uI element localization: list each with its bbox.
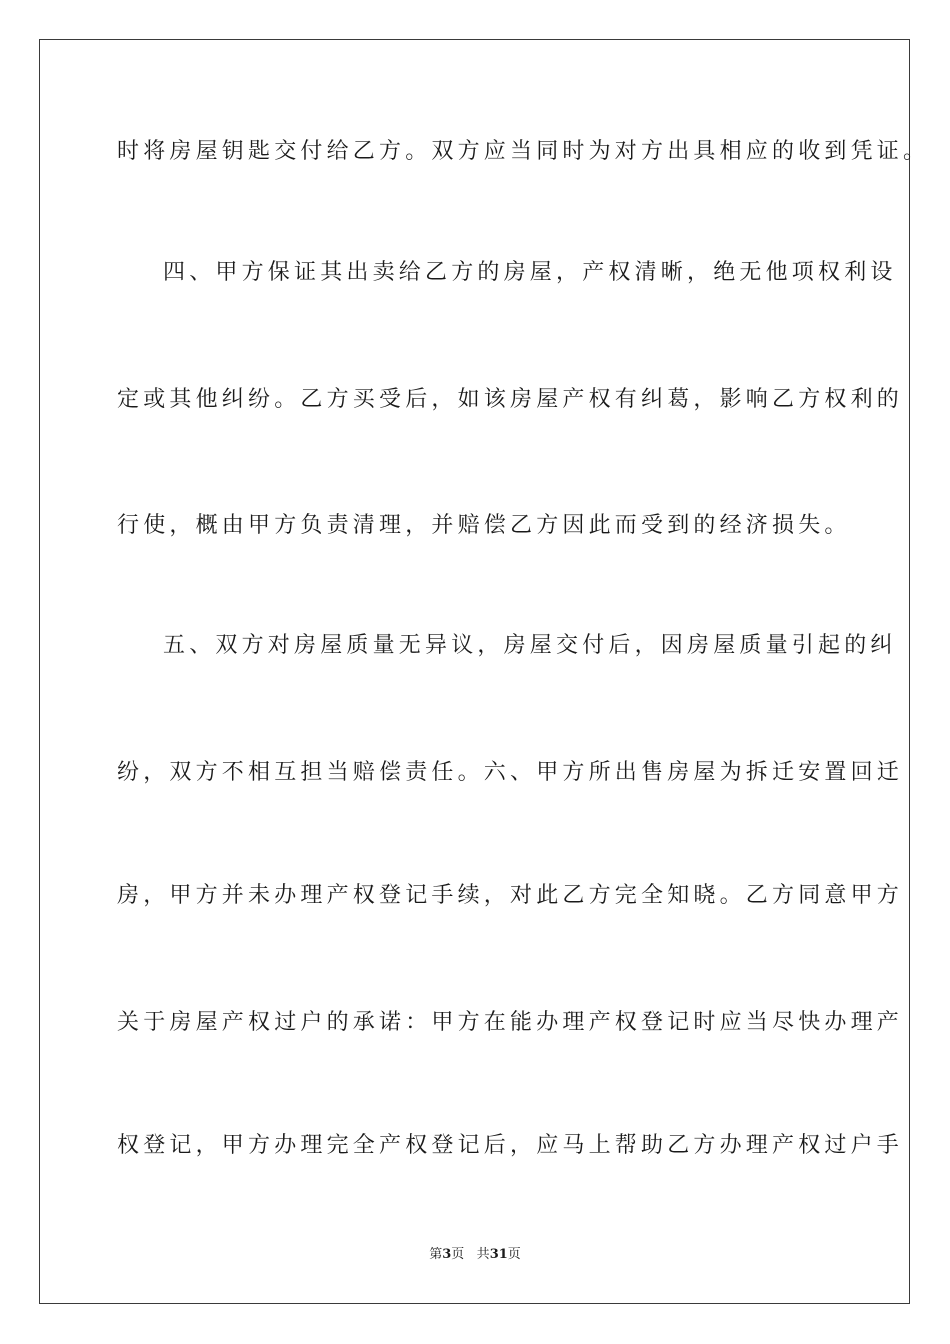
total-suffix: 页 bbox=[507, 1247, 521, 1262]
body-line-6: 纷，双方不相互担当赔偿责任。六、甲方所出售房屋为拆迁安置回迁 bbox=[117, 760, 904, 785]
page-footer bbox=[0, 1245, 950, 1265]
body-line-2: 四、甲方保证其出卖给乙方的房屋，产权清晰，绝无他项权利设 bbox=[163, 260, 897, 285]
page-number: 3 bbox=[442, 1247, 452, 1262]
total-pages: 31 bbox=[489, 1247, 508, 1262]
page-border bbox=[39, 39, 910, 1304]
body-line-8: 关于房屋产权过户的承诺：甲方在能办理产权登记时应当尽快办理产 bbox=[117, 1010, 904, 1035]
body-line-7: 房，甲方并未办理产权登记手续，对此乙方完全知晓。乙方同意甲方 bbox=[117, 883, 904, 908]
total-prefix: 共 bbox=[476, 1247, 490, 1262]
body-line-9: 权登记，甲方办理完全产权登记后，应马上帮助乙方办理产权过户手 bbox=[117, 1133, 904, 1158]
body-line-5: 五、双方对房屋质量无异议，房屋交付后，因房屋质量引起的纠 bbox=[163, 633, 897, 658]
body-line-1: 时将房屋钥匙交付给乙方。双方应当同时为对方出具相应的收到凭证。 bbox=[117, 139, 930, 164]
page-suffix: 页 bbox=[451, 1247, 465, 1262]
body-line-3: 定或其他纠纷。乙方买受后，如该房屋产权有纠葛，影响乙方权利的 bbox=[117, 387, 904, 412]
page-prefix: 第 bbox=[429, 1247, 443, 1262]
body-line-4: 行使，概由甲方负责清理，并赔偿乙方因此而受到的经济损失。 bbox=[117, 513, 851, 538]
